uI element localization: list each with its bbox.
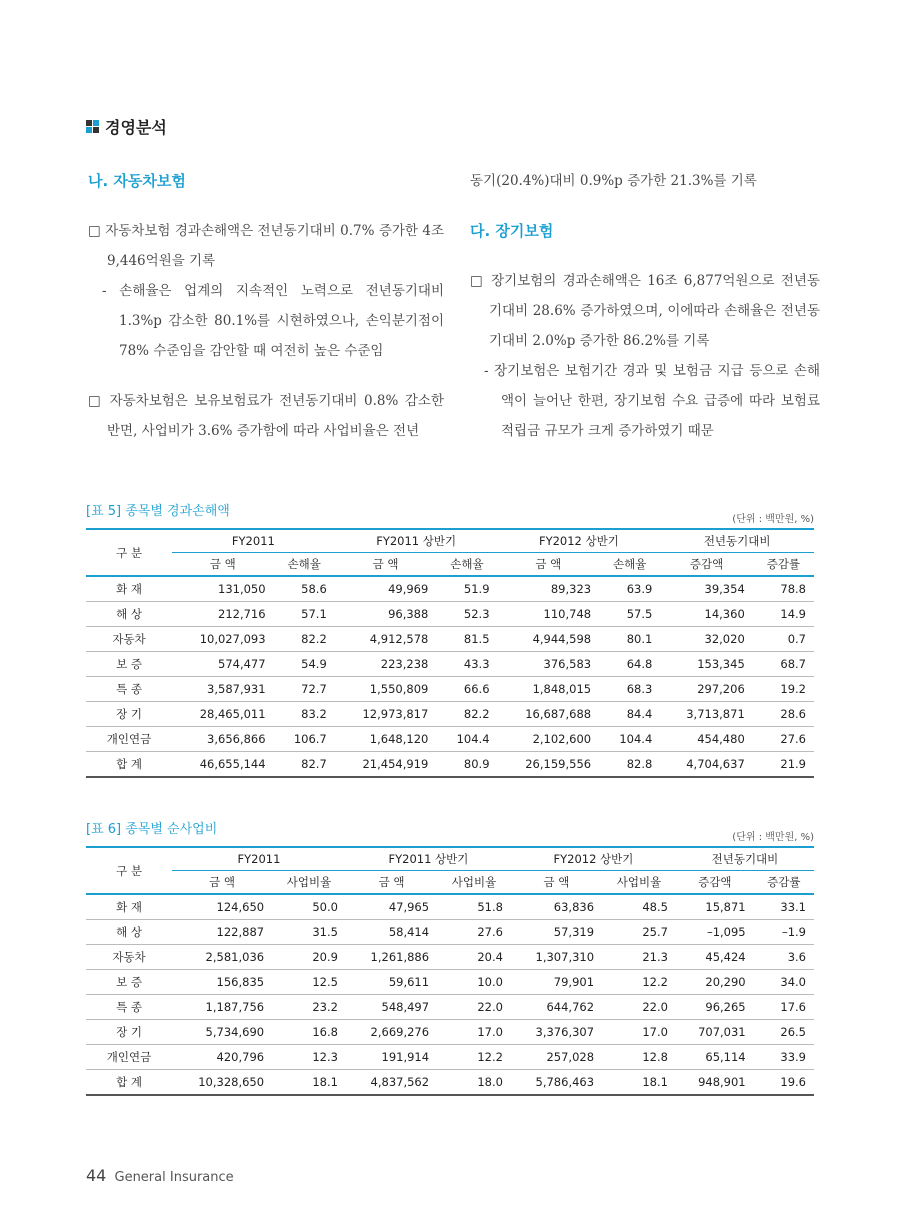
table-cell: 21.3 (602, 945, 676, 970)
group-header: 전년동기대비 (676, 847, 814, 871)
table-cell: 50.0 (272, 894, 346, 920)
table-cell: 22.0 (437, 995, 511, 1020)
table-cell: 257,028 (511, 1045, 602, 1070)
table-cell: 1,550,809 (335, 677, 437, 702)
table-cell: 20.4 (437, 945, 511, 970)
table-cell: 79,901 (511, 970, 602, 995)
table-cell: 3,656,866 (172, 727, 274, 752)
table-cell: 20.9 (272, 945, 346, 970)
column-header: 증감액 (660, 553, 752, 577)
table-cell: 4,912,578 (335, 627, 437, 652)
column-header: 증감률 (753, 553, 814, 577)
table-cell: 63,836 (511, 894, 602, 920)
row-label: 해 상 (86, 920, 172, 945)
sub-paragraph-loss-ratio: - 손해율은 업계의 지속적인 노력으로 전년동기대비 1.3%p 감소한 80.1%를 시현하였으나, 손익분기점이 78% 수준임을 감안할 때 여전히 높은 수준임 (102, 283, 444, 359)
table-cell: 23.2 (272, 995, 346, 1020)
table-cell: 10,027,093 (172, 627, 274, 652)
column-header: 금 액 (172, 871, 272, 895)
row-header: 구 분 (86, 847, 172, 894)
table-cell: 72.7 (274, 677, 335, 702)
page-number: 44 (86, 1166, 107, 1185)
table-cell: 12,973,817 (335, 702, 437, 727)
table5-unit: (단위 : 백만원, %) (732, 514, 814, 525)
group-header: FY2011 상반기 (335, 529, 498, 553)
grid-squares-icon (86, 120, 99, 133)
paragraph-auto-loss: □ 자동차보험 경과손해액은 전년동기대비 0.7% 증가한 4조 9,446억원을 기록 (88, 223, 444, 269)
table-cell: 18.1 (602, 1070, 676, 1096)
table-cell: 12.3 (272, 1045, 346, 1070)
table-cell: 21,454,919 (335, 752, 437, 778)
row-label: 화 재 (86, 894, 172, 920)
table-cell: 51.8 (437, 894, 511, 920)
table-cell: 34.0 (754, 970, 814, 995)
row-label: 해 상 (86, 602, 172, 627)
table-cell: 10,328,650 (172, 1070, 272, 1096)
row-label: 보 증 (86, 970, 172, 995)
column-header: 금 액 (346, 871, 437, 895)
section-title-auto-insurance: 나. 자동차보험 (88, 172, 186, 190)
table-cell: 57.5 (599, 602, 660, 627)
row-header: 구 분 (86, 529, 172, 576)
column-header: 사업비율 (272, 871, 346, 895)
table-cell: 1,307,310 (511, 945, 602, 970)
column-header: 증감률 (754, 871, 814, 895)
table6-unit: (단위 : 백만원, %) (732, 832, 814, 843)
row-label: 개인연금 (86, 1045, 172, 1070)
table-cell: 104.4 (436, 727, 497, 752)
table-cell: 57.1 (274, 602, 335, 627)
table-cell: 54.9 (274, 652, 335, 677)
table-row (86, 920, 814, 945)
row-label: 장 기 (86, 702, 172, 727)
table-cell: 43.3 (436, 652, 497, 677)
column-header: 금 액 (498, 553, 600, 577)
section-header (86, 115, 167, 138)
row-label: 특 종 (86, 677, 172, 702)
table-cell: 1,848,015 (498, 677, 600, 702)
table-cell: 153,345 (660, 652, 752, 677)
table-cell: 45,424 (676, 945, 754, 970)
table-cell: 33.9 (754, 1045, 814, 1070)
table-cell: 58.6 (274, 576, 335, 602)
group-header: FY2011 상반기 (346, 847, 511, 871)
table-cell: 106.7 (274, 727, 335, 752)
table-cell: 26.5 (754, 1020, 814, 1045)
group-header: FY2011 (172, 847, 346, 871)
column-header: 사업비율 (437, 871, 511, 895)
right-column (470, 166, 820, 446)
table-cell: 63.9 (599, 576, 660, 602)
table-cell: 18.1 (272, 1070, 346, 1096)
table-row (86, 702, 814, 727)
table-cell: 82.2 (274, 627, 335, 652)
table-cell: 32,020 (660, 627, 752, 652)
table-cell: 19.6 (754, 1070, 814, 1096)
table-cell: 51.9 (436, 576, 497, 602)
table-cell: 84.4 (599, 702, 660, 727)
table-cell: 948,901 (676, 1070, 754, 1096)
table-row (86, 894, 814, 920)
table-cell: 58,414 (346, 920, 437, 945)
table-cell: 39,354 (660, 576, 752, 602)
page-footer (86, 1166, 234, 1185)
paragraph-auto-expense: □ 자동차보험은 보유보험료가 전년동기대비 0.8% 감소한 반면, 사업비가 3.6% 증가함에 따라 사업비율은 전년 (88, 393, 444, 439)
row-label: 합 계 (86, 1070, 172, 1096)
table6 (86, 846, 814, 1096)
table-row (86, 727, 814, 752)
table-row (86, 970, 814, 995)
column-header: 손해율 (274, 553, 335, 577)
table-cell: 1,261,886 (346, 945, 437, 970)
table-cell: 5,786,463 (511, 1070, 602, 1096)
table-cell: 65,114 (676, 1045, 754, 1070)
table-cell: –1.9 (754, 920, 814, 945)
table-cell: 2,102,600 (498, 727, 600, 752)
table-cell: 49,969 (335, 576, 437, 602)
table-cell: 26,159,556 (498, 752, 600, 778)
table-cell: 82.7 (274, 752, 335, 778)
column-header: 금 액 (511, 871, 602, 895)
group-header: FY2011 (172, 529, 335, 553)
table-cell: 3,587,931 (172, 677, 274, 702)
table-cell: 223,238 (335, 652, 437, 677)
table-cell: 66.6 (436, 677, 497, 702)
table-cell: 68.7 (753, 652, 814, 677)
table-cell: 17.0 (602, 1020, 676, 1045)
column-header: 증감액 (676, 871, 754, 895)
table-cell: –1,095 (676, 920, 754, 945)
table-cell: 64.8 (599, 652, 660, 677)
table-cell: 27.6 (437, 920, 511, 945)
table-cell: 644,762 (511, 995, 602, 1020)
table-cell: 31.5 (272, 920, 346, 945)
table-cell: 104.4 (599, 727, 660, 752)
table-cell: 3,376,307 (511, 1020, 602, 1045)
table-cell: 20,290 (676, 970, 754, 995)
table-cell: 25.7 (602, 920, 676, 945)
row-label: 보 증 (86, 652, 172, 677)
table-cell: 57,319 (511, 920, 602, 945)
table-cell: 17.6 (754, 995, 814, 1020)
table-cell: 4,944,598 (498, 627, 600, 652)
table-cell: 59,611 (346, 970, 437, 995)
table-row (86, 1020, 814, 1045)
table-row (86, 1045, 814, 1070)
table-cell: 89,323 (498, 576, 600, 602)
table-cell: 3.6 (754, 945, 814, 970)
table-cell: 18.0 (437, 1070, 511, 1096)
table-cell: 33.1 (754, 894, 814, 920)
table-cell: 81.5 (436, 627, 497, 652)
table-cell: 15,871 (676, 894, 754, 920)
table-cell: 10.0 (437, 970, 511, 995)
table-cell: 22.0 (602, 995, 676, 1020)
table-cell: 82.2 (436, 702, 497, 727)
table-cell: 707,031 (676, 1020, 754, 1045)
table-cell: 19.2 (753, 677, 814, 702)
table-cell: 28.6 (753, 702, 814, 727)
table-cell: 297,206 (660, 677, 752, 702)
table-cell: 4,837,562 (346, 1070, 437, 1096)
column-header: 손해율 (599, 553, 660, 577)
table-row (86, 1070, 814, 1096)
footer-label: General Insurance (114, 1170, 234, 1185)
table-cell: 52.3 (436, 602, 497, 627)
group-header: 전년동기대비 (660, 529, 814, 553)
table-cell: 14,360 (660, 602, 752, 627)
table-cell: 21.9 (753, 752, 814, 778)
table5 (86, 528, 814, 778)
table-cell: 5,734,690 (172, 1020, 272, 1045)
left-column (88, 166, 444, 446)
header-title: 경영분석 (105, 118, 167, 137)
table-cell: 28,465,011 (172, 702, 274, 727)
group-header: FY2012 상반기 (511, 847, 676, 871)
table-cell: 48.5 (602, 894, 676, 920)
table-cell: 212,716 (172, 602, 274, 627)
table-cell: 12.2 (437, 1045, 511, 1070)
table-cell: 110,748 (498, 602, 600, 627)
continuation-text: 동기(20.4%)대비 0.9%p 증가한 21.3%를 기록 (470, 173, 757, 189)
table-cell: 46,655,144 (172, 752, 274, 778)
paragraph-long-term-loss: □ 장기보험의 경과손해액은 16조 6,877억원으로 전년동기대비 28.6% 증가하였으며, 이에따라 손해율은 전년동기대비 2.0%p 증가한 86.2%를 기록 (470, 273, 820, 349)
row-label: 특 종 (86, 995, 172, 1020)
table-cell: 14.9 (753, 602, 814, 627)
table-row (86, 576, 814, 602)
table-cell: 2,669,276 (346, 1020, 437, 1045)
table-cell: 124,650 (172, 894, 272, 920)
table-cell: 12.8 (602, 1045, 676, 1070)
table-cell: 1,648,120 (335, 727, 437, 752)
table-cell: 27.6 (753, 727, 814, 752)
table-row (86, 945, 814, 970)
table-cell: 78.8 (753, 576, 814, 602)
table-cell: 82.8 (599, 752, 660, 778)
table-cell: 156,835 (172, 970, 272, 995)
table-row (86, 652, 814, 677)
table-cell: 80.9 (436, 752, 497, 778)
table-row (86, 602, 814, 627)
group-header: FY2012 상반기 (498, 529, 661, 553)
table-row (86, 752, 814, 778)
table-row (86, 677, 814, 702)
table-cell: 17.0 (437, 1020, 511, 1045)
section-title-long-term-insurance: 다. 장기보험 (470, 222, 554, 240)
table-cell: 4,704,637 (660, 752, 752, 778)
table-row (86, 995, 814, 1020)
row-label: 화 재 (86, 576, 172, 602)
table-cell: 122,887 (172, 920, 272, 945)
table-cell: 68.3 (599, 677, 660, 702)
table-cell: 80.1 (599, 627, 660, 652)
table-cell: 96,388 (335, 602, 437, 627)
table-cell: 3,713,871 (660, 702, 752, 727)
sub-paragraph-long-term-reason: - 장기보험은 보험기간 경과 및 보험금 지급 등으로 손해액이 늘어난 한편, 장기보험 수요 급증에 따라 보험료 적립금 규모가 크게 증가하였기 때문 (484, 363, 820, 439)
row-label: 개인연금 (86, 727, 172, 752)
column-header: 사업비율 (602, 871, 676, 895)
table-cell: 12.5 (272, 970, 346, 995)
row-label: 자동차 (86, 627, 172, 652)
column-header: 금 액 (172, 553, 274, 577)
table-cell: 131,050 (172, 576, 274, 602)
table5-caption: [표 5] 종목별 경과손해액 (86, 504, 230, 519)
table-cell: 1,187,756 (172, 995, 272, 1020)
table-cell: 454,480 (660, 727, 752, 752)
table-cell: 0.7 (753, 627, 814, 652)
row-label: 합 계 (86, 752, 172, 778)
column-header: 금 액 (335, 553, 437, 577)
table-cell: 16.8 (272, 1020, 346, 1045)
table-cell: 191,914 (346, 1045, 437, 1070)
table-cell: 16,687,688 (498, 702, 600, 727)
table-cell: 47,965 (346, 894, 437, 920)
table-cell: 376,583 (498, 652, 600, 677)
row-label: 장 기 (86, 1020, 172, 1045)
row-label: 자동차 (86, 945, 172, 970)
column-header: 손해율 (436, 553, 497, 577)
table6-caption: [표 6] 종목별 순사업비 (86, 822, 218, 837)
table-cell: 574,477 (172, 652, 274, 677)
table-cell: 12.2 (602, 970, 676, 995)
table-row (86, 627, 814, 652)
table-cell: 420,796 (172, 1045, 272, 1070)
table-cell: 548,497 (346, 995, 437, 1020)
table-cell: 2,581,036 (172, 945, 272, 970)
table-cell: 96,265 (676, 995, 754, 1020)
table-cell: 83.2 (274, 702, 335, 727)
